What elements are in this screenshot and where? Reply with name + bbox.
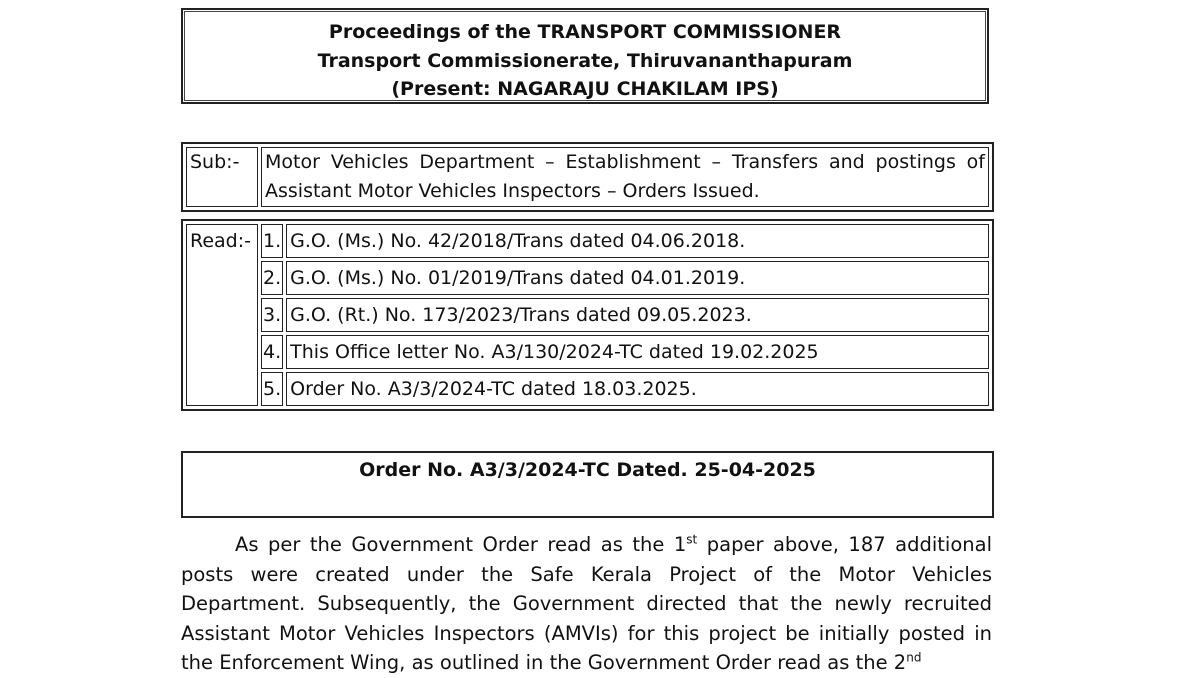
read-item-text: G.O. (Ms.) No. 01/2019/Trans dated 04.01.2019.: [286, 261, 989, 295]
read-item-number: 4.: [261, 335, 283, 369]
read-label: Read:-: [186, 224, 258, 406]
ordinal-superscript: st: [686, 532, 698, 547]
proceedings-header: [181, 8, 989, 104]
body-text-part1: As per the Government Order read as the 1: [235, 533, 687, 556]
subject-table: [181, 142, 994, 212]
subject-label: Sub:-: [186, 147, 258, 207]
read-item-number: 1.: [261, 224, 283, 258]
body-text-part2: paper above, 187 additional posts were created under the Safe Kerala Project of the Motor Vehicles Department. Subsequently, the Government directed that the newly recruited Assistant Motor Vehicles Inspectors (AMVIs) for this project be initially posted in the Enforcement Wing, as outlined in the Government Order read as the 2: [181, 533, 992, 674]
read-item-number: 3.: [261, 298, 283, 332]
header-title: Proceedings of the TRANSPORT COMMISSIONER: [328, 21, 842, 43]
read-item-text: G.O. (Rt.) No. 173/2023/Trans dated 09.05.2023.: [286, 298, 989, 332]
ordinal-superscript: nd: [906, 650, 922, 665]
read-table: [181, 219, 994, 411]
read-item-text: Order No. A3/3/2024-TC dated 18.03.2025.: [286, 372, 989, 406]
read-item-text: G.O. (Ms.) No. 42/2018/Trans dated 04.06.2018.: [286, 224, 989, 258]
header-office: Transport Commissionerate, Thiruvananthapuram: [317, 49, 853, 72]
subject-text: Motor Vehicles Department – Establishment – Transfers and postings of Assistant Motor Vehicles Inspectors – Orders Issued.: [261, 147, 989, 207]
order-body: [181, 530, 992, 678]
header-present: (Present: NAGARAJU CHAKILAM IPS): [391, 78, 779, 100]
read-item-number: 5.: [261, 372, 283, 406]
order-title-box: [181, 451, 994, 518]
read-item-text: This Office letter No. A3/130/2024-TC dated 19.02.2025: [286, 335, 989, 369]
read-item-number: 2.: [261, 261, 283, 295]
order-title: Order No. A3/3/2024-TC Dated. 25-04-2025: [359, 459, 816, 481]
body-paragraph: [181, 530, 992, 678]
